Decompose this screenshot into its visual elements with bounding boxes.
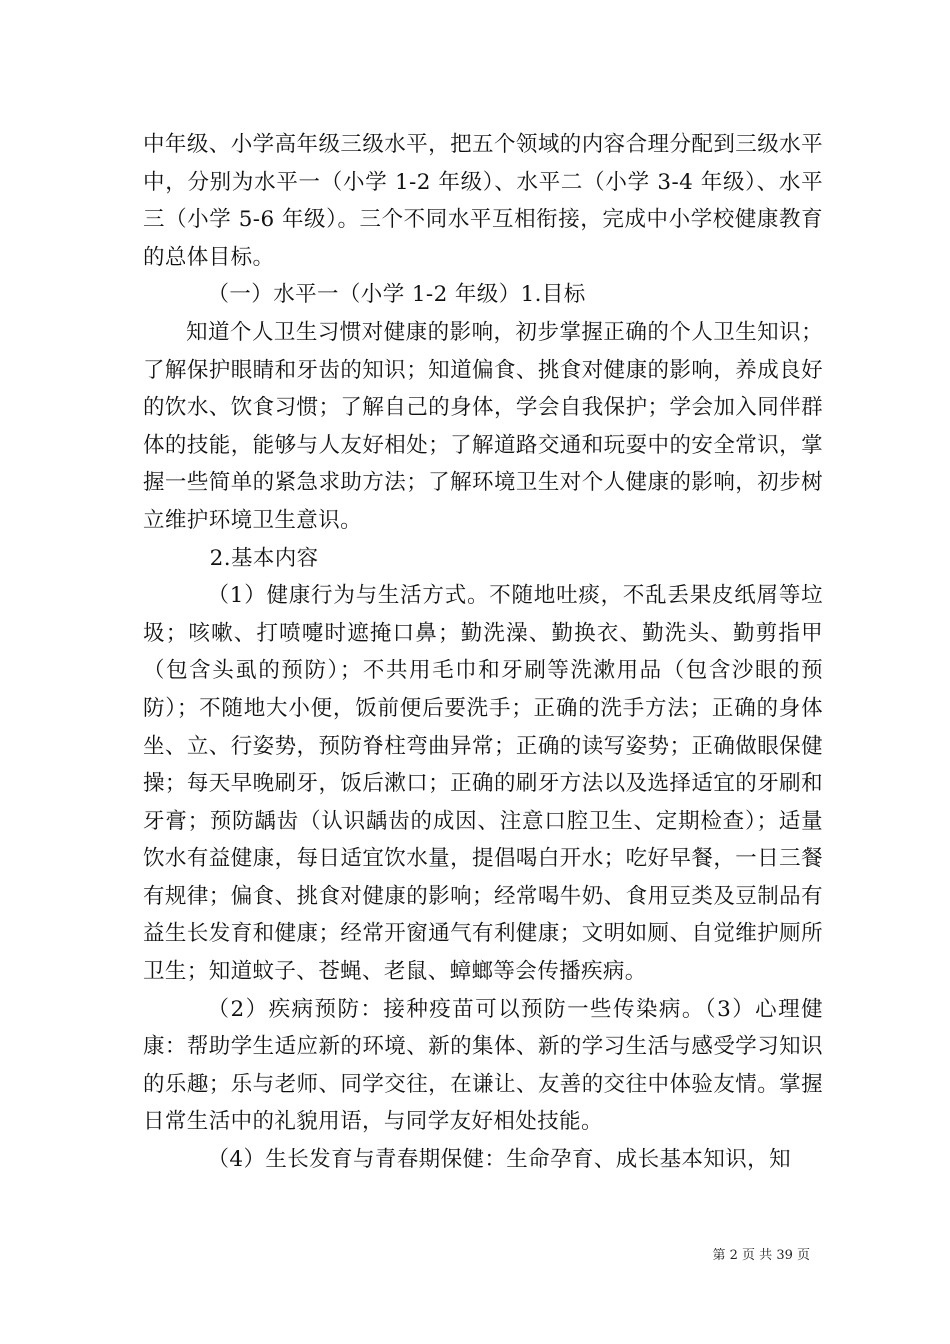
page-number: 第 2 页 共 39 页 [712,1248,810,1263]
document-body [143,126,823,1179]
section-heading-basic-content: 2.基本内容 [209,545,319,571]
section-heading-level-one-goal: （一）水平一（小学 1-2 年级）1.目标 [207,282,586,308]
paragraph-level-one-goal: 知道个人卫生习惯对健康的影响，初步掌握正确的个人卫生知识；了解保护眼睛和牙齿的知识；知道偏食、挑食对健康的影响，养成良好的饮水、饮食习惯；了解自己的身体，学会自我保护；学会加入同伴群体的技能，能够与人友好相处；了解道路交通和玩耍中的安全常识，掌握一些简单的紧急求助方法；了解环境卫生对个人健康的影响，初步树立维护环境卫生意识。 [143,319,823,533]
paragraph-health-behavior: （1）健康行为与生活方式。不随地吐痰，不乱丢果皮纸屑等垃圾；咳嗽、打喷嚏时遮掩口鼻；勤洗澡、勤换衣、勤洗头、勤剪指甲（包含头虱的预防）；不共用毛巾和牙刷等洗漱用品（包含沙眼的预防）；不随地大小便，饭前便后要洗手；正确的洗手方法；正确的身体坐、立、行姿势，预防脊柱弯曲异常；正确的读写姿势；正确做眼保健操；每天早晚刷牙，饭后漱口；正确的刷牙方法以及选择适宜的牙刷和牙膏；预防龋齿（认识龋齿的成因、注意口腔卫生、定期检查）；适量饮水有益健康，每日适宜饮水量，提倡喝白开水；吃好早餐，一日三餐有规律；偏食、挑食对健康的影响；经常喝牛奶、食用豆类及豆制品有益生长发育和健康；经常开窗通气有利健康；文明如厕、自觉维护厕所卫生；知道蚊子、苍蝇、老鼠、蟑螂等会传播疾病。 [143,583,823,985]
paragraph-levels-intro: 中年级、小学高年级三级水平，把五个领域的内容合理分配到三级水平中，分别为水平一（小学 1-2 年级）、水平二（小学 3-4 年级）、水平三（小学 5-6 年级）。三个不同水平互相衔接，完成中小学校健康教育的总体目标。 [143,132,823,270]
paragraph-disease-prevention: （2）疾病预防：接种疫苗可以预防一些传染病。（3）心理健康：帮助学生适应新的环境、新的集体、新的学习生活与感受学习知识的乐趣；乐与老师、同学交往，在谦让、友善的交往中体验友情。掌握日常生活中的礼貌用语，与同学友好相处技能。 [143,996,823,1135]
paragraph-growth-development: （4）生长发育与青春期保健：生命孕育、成长基本知识，知 [207,1147,791,1173]
